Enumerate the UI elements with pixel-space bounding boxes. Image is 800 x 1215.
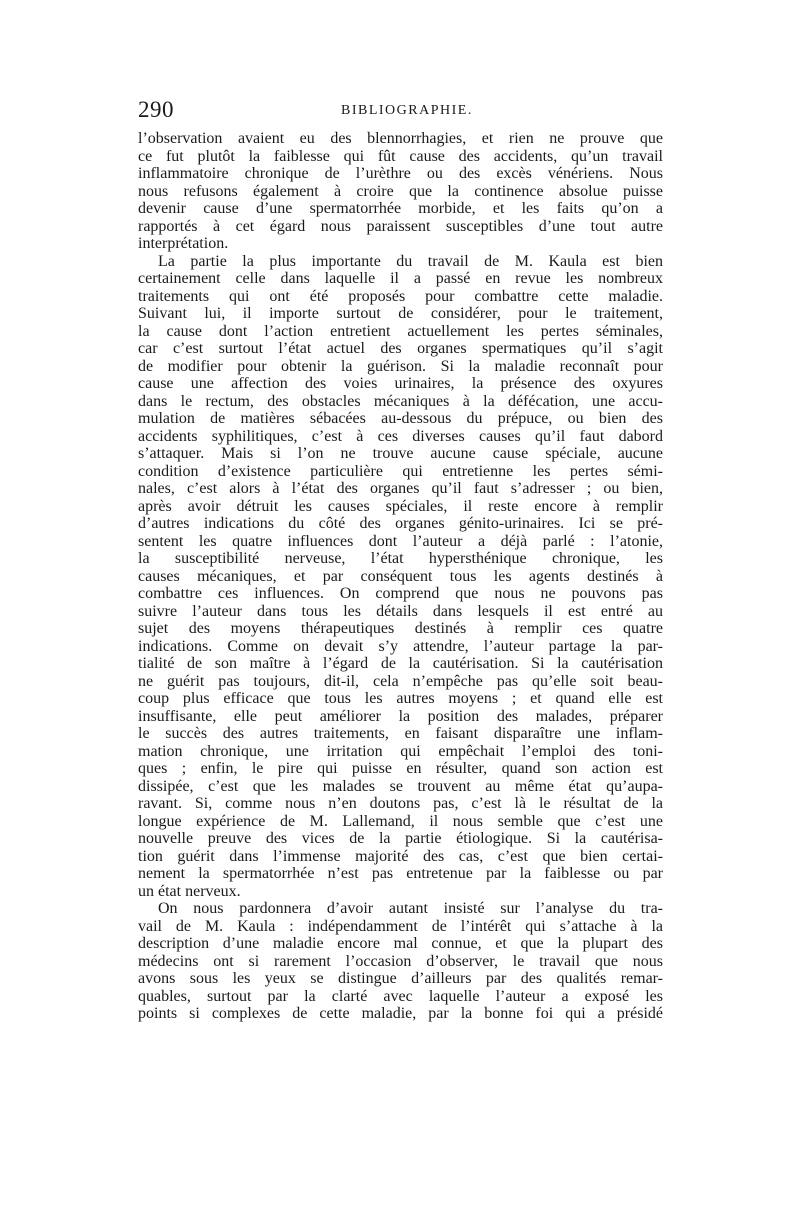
text-line: causes mécaniques, et par conséquent tous les agents destinés à (138, 567, 663, 585)
text-line: s’attaquer. Mais si l’on ne trouve aucune cause spéciale, aucune (138, 445, 663, 462)
text-line: cause une affection des voies urinaires, la présence des oxyures (138, 375, 663, 392)
text-line: On nous pardonnera d’avoir autant insisté sur l’analyse du tra- (158, 900, 663, 917)
page-header (138, 96, 663, 124)
text-line: le succès des autres traitements, en faisant disparaître une inflam- (138, 725, 663, 742)
text-line: Suivant lui, il importe surtout de considérer, pour le traitement, (138, 305, 663, 322)
text-line: longue expérience de M. Lallemand, il nous semble que c’est une (138, 812, 663, 830)
text-line: de modifier pour obtenir la guérison. Si la maladie reconnaît pour (138, 357, 663, 375)
text-line: certainement celle dans laquelle il a passé en revue les nombreux (138, 270, 663, 287)
body-text (138, 130, 663, 1023)
text-line: nouvelle preuve des vices de la partie étiologique. Si la cautérisa- (138, 830, 663, 847)
text-line: indications. Comme on devait s’y attendre, l’auteur partage la par- (138, 637, 663, 655)
text-line: médecins ont si rarement l’occasion d’observer, le travail que nous (138, 952, 663, 970)
text-line: combattre ces influences. On comprend que nous ne pouvons pas (138, 585, 663, 602)
text-line: la cause dont l’action entretient actuellement les pertes séminales, (138, 322, 663, 340)
text-line: interprétation. (138, 235, 229, 252)
text-line: description d’une maladie encore mal connue, et que la plupart des (138, 935, 663, 952)
text-line: quables, surtout par la clarté avec laquelle l’auteur a exposé les (138, 987, 663, 1005)
text-line: coup plus efficace que tous les autres moyens ; et quand elle est (138, 690, 663, 707)
text-line: ravant. Si, comme nous n’en doutons pas, c’est là le résultat de la (138, 795, 663, 812)
text-line: mation chronique, une irritation qui empêchait l’emploi des toni- (138, 742, 663, 760)
text-line: avons sous les yeux se distingue d’ailleurs par des qualités remar- (138, 970, 663, 987)
text-line: dissipée, c’est que les malades se trouvent au même état qu’aupa- (138, 777, 663, 795)
text-line: ques ; enfin, le pire qui puisse en résulter, quand son action est (138, 760, 663, 777)
text-line: ce fut plutôt la faiblesse qui fût cause des accidents, qu’un travail (138, 147, 663, 165)
text-line: rapportés à cet égard nous paraissent susceptibles d’une tout autre (138, 217, 663, 235)
page-number: 290 (138, 97, 174, 122)
text-line: mulation de matières sébacées au-dessous du prépuce, ou bien des (138, 410, 663, 427)
text-line: dans le rectum, des obstacles mécaniques à la défécation, une accu- (138, 392, 663, 410)
text-line: La partie la plus importante du travail de M. Kaula est bien (158, 252, 663, 270)
text-line: suivre l’auteur dans tous les détails dans lesquels il est entré au (138, 602, 663, 620)
text-line: traitements qui ont été proposés pour combattre cette maladie. (138, 287, 663, 305)
text-line: nement la spermatorrhée n’est pas entretenue par la faiblesse ou par (138, 865, 663, 882)
text-line: car c’est surtout l’état actuel des organes spermatiques qu’il s’agit (138, 340, 663, 357)
text-line: inflammatoire chronique de l’urèthre ou des excès vénériens. Nous (138, 165, 663, 182)
text-line: tion guérit dans l’immense majorité des cas, c’est que bien certai- (138, 847, 663, 865)
text-line: l’observation avaient eu des blennorrhagies, et rien ne prouve que (138, 130, 663, 147)
text-line: devenir cause d’une spermatorrhée morbide, et les faits qu’on a (138, 200, 663, 217)
text-line: points si complexes de cette maladie, par la bonne foi qui a présidé (138, 1005, 663, 1022)
text-line: nous refusons également à croire que la continence absolue puisse (138, 182, 663, 200)
text-line: la susceptibilité nerveuse, l’état hypersthénique chronique, les (138, 550, 663, 567)
text-line: insuffisante, elle peut améliorer la position des malades, préparer (138, 707, 663, 725)
text-line: d’autres indications du côté des organes génito-urinaires. Ici se pré- (138, 515, 663, 532)
text-line: nales, c’est alors à l’état des organes qu’il faut s’adresser ; ou bien, (138, 480, 663, 497)
running-title: BIBLIOGRAPHIE. (341, 103, 473, 118)
text-line: accidents syphilitiques, c’est à ces diverses causes qu’il faut dabord (138, 427, 663, 445)
text-line: un état nerveux. (138, 882, 241, 900)
text-line: sujet des moyens thérapeutiques destinés à remplir ces quatre (138, 620, 663, 637)
text-line: condition d’existence particulière qui entretienne les pertes sémi- (138, 462, 663, 480)
text-line: ne guérit pas toujours, dit-il, cela n’empêche pas qu’elle soit beau- (138, 672, 663, 690)
text-line: vail de M. Kaula : indépendamment de l’intérêt qui s’attache à la (138, 917, 663, 935)
text-line: sentent les quatre influences dont l’auteur a déjà parlé : l’atonie, (138, 532, 663, 550)
text-line: après avoir détruit les causes spéciales, il reste encore à remplir (138, 497, 663, 515)
text-line: tialité de son maître à l’égard de la cautérisation. Si la cautérisation (138, 655, 663, 672)
